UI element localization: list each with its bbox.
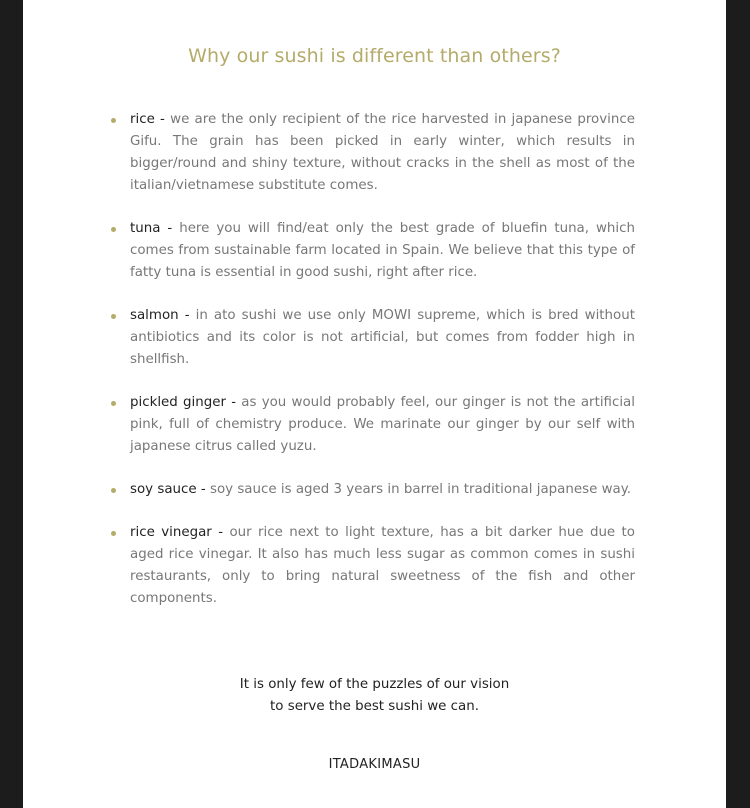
- list-item-salmon: [111, 305, 635, 371]
- item-description: soy sauce is aged 3 years in barrel in traditional japanese way.: [209, 482, 631, 497]
- bullet-dot-icon: [111, 488, 116, 493]
- bullet-dot-icon: [111, 401, 116, 406]
- item-description: here you will find/eat only the best grade of bluefin tuna, which comes from sustainable farm located in Spain. We believe that this type of fatty tuna is essential in good sushi, right after rice.: [130, 221, 635, 280]
- feature-list: [111, 109, 635, 631]
- item-description: our rice next to light texture, has a bit darker hue due to aged rice vinegar. It also has much less sugar as common comes in sushi restaurants, only to bring natural sweetness of the fish and other components.: [130, 525, 636, 606]
- item-separator: -: [225, 395, 242, 410]
- list-item-pickled-ginger: [111, 392, 635, 458]
- item-description: as you would probably feel, our ginger is not the artificial pink, full of chemistry produce. We marinate our ginger by our self with japanese citrus called yuzu.: [130, 395, 635, 454]
- bullet-dot-icon: [111, 531, 116, 536]
- bullet-dot-icon: [111, 314, 116, 319]
- item-description: we are the only recipient of the rice harvested in japanese province Gifu. The grain has been picked in early winter, which results in bigger/round and shiny texture, without cracks in the shell as most of the italian/vietnamese substitute comes.: [130, 112, 635, 193]
- page-heading: Why our sushi is different than others?: [188, 45, 561, 67]
- item-separator: -: [211, 525, 230, 540]
- closing-line-2: to serve the best sushi we can.: [270, 699, 479, 714]
- list-item-soy-sauce: [111, 479, 635, 501]
- item-term: salmon: [130, 308, 179, 323]
- list-item-tuna: [111, 218, 635, 284]
- item-separator: -: [160, 221, 180, 236]
- signoff-text: ITADAKIMASU: [328, 757, 421, 772]
- item-term: soy sauce: [130, 482, 197, 497]
- list-item-rice: [111, 109, 635, 197]
- item-separator: -: [154, 112, 171, 127]
- bullet-dot-icon: [111, 227, 116, 232]
- item-term: rice: [130, 112, 155, 127]
- item-separator: -: [196, 482, 210, 497]
- document-page: [23, 0, 726, 808]
- item-term: rice vinegar: [130, 525, 212, 540]
- item-description: in ato sushi we use only MOWI supreme, which is bred without antibiotics and its color is not artificial, but comes from fodder high in shellfish.: [130, 308, 635, 367]
- item-term: pickled ginger: [130, 395, 226, 410]
- bullet-dot-icon: [111, 118, 116, 123]
- item-term: tuna: [130, 221, 161, 236]
- list-item-rice-vinegar: [111, 522, 635, 610]
- item-separator: -: [178, 308, 196, 323]
- closing-line-1: It is only few of the puzzles of our vision: [239, 677, 510, 692]
